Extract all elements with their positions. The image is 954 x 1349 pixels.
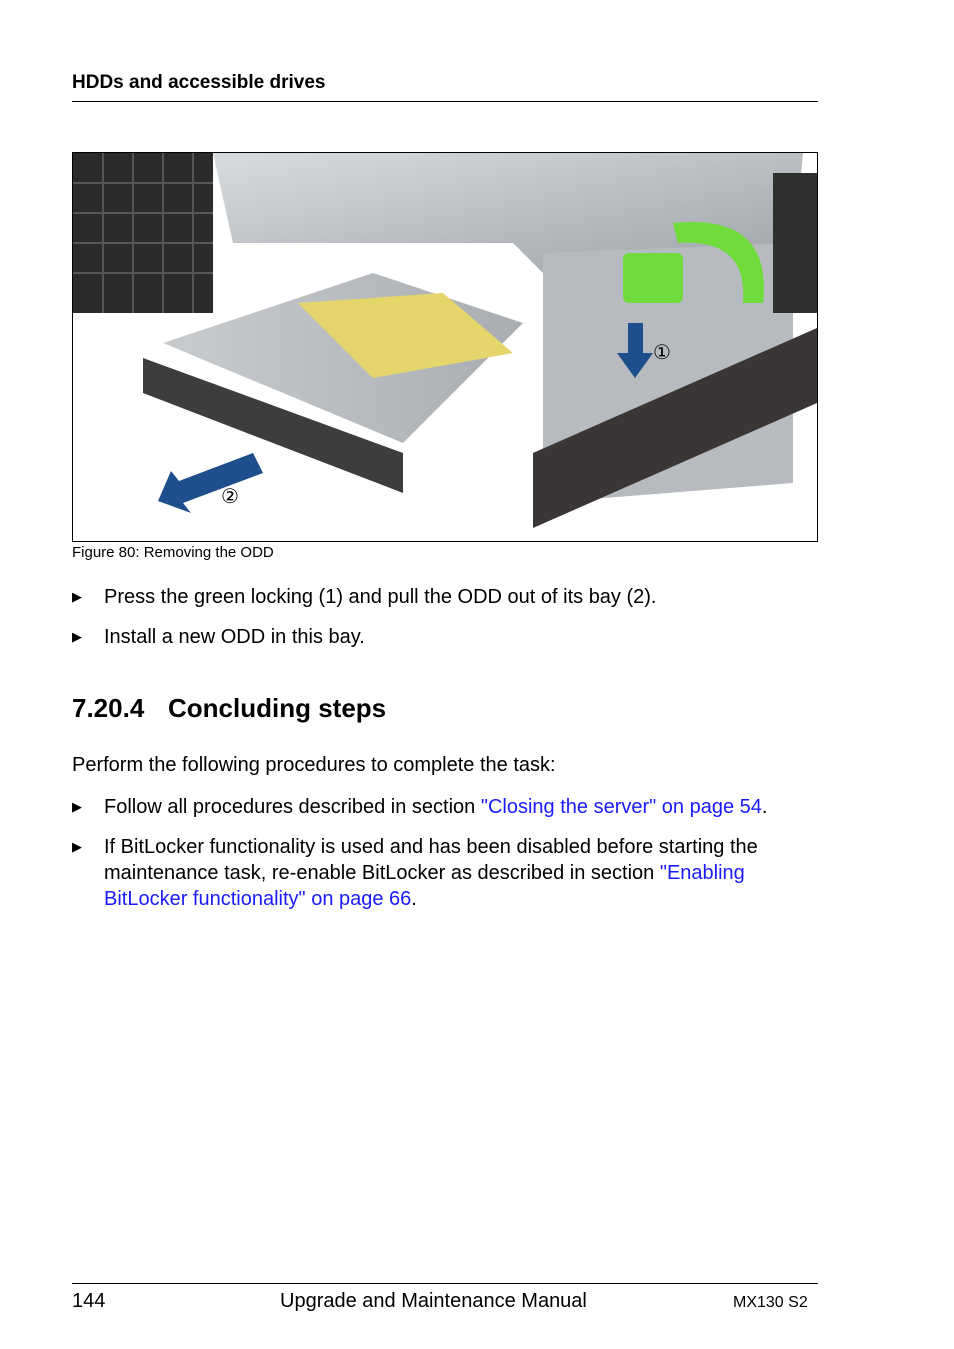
step-text: Follow all procedures described in section "Closing the server" on page 54. (104, 796, 768, 818)
step-item (72, 624, 832, 650)
fan-right (773, 173, 817, 313)
step-text: If BitLocker functionality is used and has been disabled before starting the maintenance task, re-enable BitLocker as described in section "Enabling BitLocker functionality" on page 66. (104, 836, 758, 910)
bullet-triangle-icon: ▶ (72, 629, 82, 644)
running-header: HDDs and accessible drives (72, 72, 326, 93)
step-text: Install a new ODD in this bay. (104, 626, 365, 648)
arrow-out-icon (158, 453, 263, 513)
bullet-triangle-icon: ▶ (72, 799, 82, 814)
footer-rule (72, 1283, 818, 1284)
section-intro: Perform the following procedures to complete the task: (72, 754, 556, 776)
model-name: MX130 S2 (733, 1294, 808, 1311)
step-item (72, 794, 832, 820)
link-closing-server[interactable]: "Closing the server" on page 54 (480, 796, 762, 818)
link-enabling-bitlocker[interactable]: "Enabling BitLocker functionality" on page 66 (104, 862, 745, 910)
step-item (72, 584, 832, 610)
marker-2: ② (221, 484, 239, 508)
header-rule (72, 101, 818, 102)
bullet-triangle-icon: ▶ (72, 839, 82, 854)
page-number: 144 (72, 1290, 106, 1312)
section-title: Concluding steps (168, 693, 387, 723)
section-heading (72, 693, 386, 724)
figure-odd-removal (72, 152, 818, 542)
manual-title: Upgrade and Maintenance Manual (280, 1290, 587, 1312)
step-item (72, 834, 832, 914)
marker-1: ① (653, 340, 671, 364)
section-number: 7.20.4 (72, 693, 145, 723)
server-illustration (73, 153, 817, 541)
step-text: Press the green locking (1) and pull the ODD out of its bay (2). (104, 586, 657, 608)
green-latch (623, 253, 683, 303)
figure-caption: Figure 80: Removing the ODD (72, 544, 274, 561)
bullet-triangle-icon: ▶ (72, 589, 82, 604)
